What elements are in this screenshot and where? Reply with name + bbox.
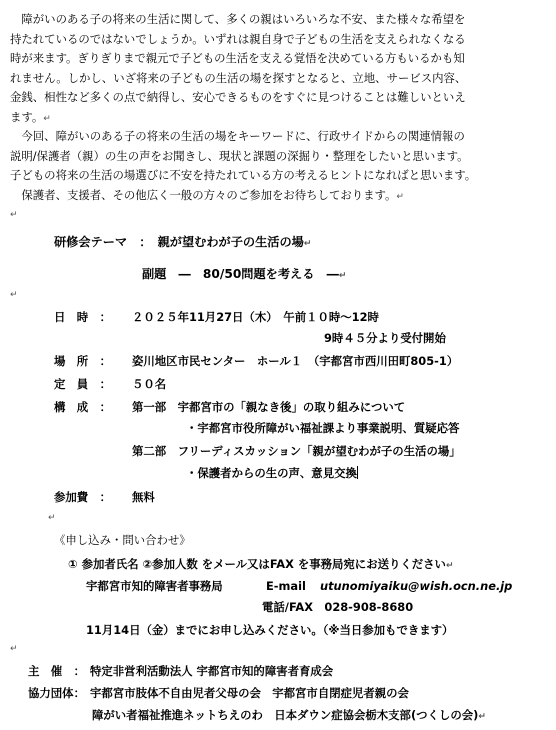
- intro-line: れません。しかし、いざ将来の子どもの生活の場を探すとなると、立地、サービス内容、: [10, 70, 467, 85]
- deadline-note: 11月14日（金）までにお申し込みください。（※当日参加もできます）: [86, 623, 454, 637]
- fee-value: 無料: [132, 490, 155, 504]
- intro-line: 今回、障がいのある子の将来の生活の場をキーワードに、行政サイドからの関連情報の: [10, 129, 465, 143]
- part-2-detail-text: ・保護者からの生の声、意見交換: [186, 466, 357, 480]
- paragraph-mark: ↵: [10, 290, 18, 300]
- email-address[interactable]: utunomiyaiku@wish.ocn.ne.jp: [320, 579, 513, 593]
- cooperation-line-1: 宇都宮市肢体不自由児者父母の会 宇都宮市自閉症児者親の会: [90, 686, 409, 700]
- contact-instruction: [68, 556, 453, 575]
- capacity-label: 定 員 ：: [54, 377, 111, 391]
- intro-line: 説明/保護者（親）の生の声をお聞きし、現状と課題の深掘り・整理をしたいと思います。: [10, 148, 469, 163]
- theme-title: 親が望むわが子の生活の場: [157, 235, 304, 249]
- paragraph-mark: ↵: [10, 644, 18, 654]
- instruction-text: ① 参加者氏名 ②参加人数 をメール又はFAX を事務局宛にお送りください: [68, 557, 446, 571]
- theme-subtitle: [142, 266, 346, 285]
- cooperation-line-2: [92, 707, 486, 726]
- intro-line: [10, 108, 466, 130]
- theme-line: [54, 234, 311, 253]
- paragraph-mark: ↵: [445, 561, 454, 571]
- place-value: 姿川地区市民センター ホール１ （宇都宮市西川田町805-1）: [132, 354, 459, 368]
- capacity-value: ５０名: [132, 377, 167, 391]
- email-label: E-mail: [266, 579, 306, 593]
- paragraph-mark: ↵: [338, 271, 347, 281]
- place-label: 場 所 ：: [54, 354, 111, 368]
- cooperation-label: 協力団体：: [28, 686, 85, 700]
- intro-line: 子どもの将来の生活の場選びに不安を持たれている方の考えるヒントになればと思います。: [10, 168, 477, 182]
- host-value: 特定非営利活動法人 宇都宮市知的障害者育成会: [90, 664, 334, 678]
- phone-fax: 電話/FAX 028-908-8680: [262, 600, 414, 614]
- host-label: 主 催 ：: [28, 664, 85, 678]
- intro-paragraph-2: [10, 127, 476, 207]
- text-cursor: [357, 466, 358, 479]
- program-part-2: 第二部 フリーディスカッション「親が望むわが子の生活の場」: [132, 444, 461, 458]
- paragraph-mark: ↵: [48, 513, 56, 523]
- date-label: 日 時 ：: [54, 310, 111, 324]
- date-value: ２０２５年11月27日（木） 午前１０時～12時: [132, 310, 379, 324]
- fee-label: 参加費 ：: [54, 490, 111, 504]
- reception-time: 9時４５分より受付開始: [324, 331, 446, 345]
- intro-line: 障がいのある子の将来の生活に関して、多くの親はいろいろな不安、また様々な希望を: [10, 12, 466, 26]
- paragraph-mark: ↵: [43, 113, 51, 124]
- intro-text: ます。: [10, 109, 44, 124]
- paragraph-mark: ↵: [478, 712, 486, 722]
- subtitle-text: 副題 ― 80/50問題を考える ―: [142, 267, 339, 281]
- paragraph-mark: ↵: [10, 210, 18, 220]
- structure-label: 構 成 ：: [54, 400, 111, 414]
- paragraph-mark: ↵: [396, 191, 404, 202]
- office-name: 宇都宮市知的障害者事務局: [86, 579, 223, 593]
- theme-label: 研修会テーマ ：: [54, 235, 158, 249]
- contact-heading: 《申し込み・問い合わせ》: [54, 533, 191, 547]
- intro-line: 持たれているのではないでしょうか。いずれは親自身で子どもの生活を支えられなくなる: [10, 31, 466, 46]
- intro-line: 金銭、相性など多くの点で納得し、安心できるものをすぐに見つけることは難しいといえ: [10, 90, 466, 104]
- program-part-1-detail: ・宇都宮市役所障がい福祉課より事業説明、質疑応答: [186, 421, 460, 435]
- intro-line: [10, 186, 476, 208]
- program-part-2-detail: [186, 465, 358, 482]
- cooperation-text: 障がい者福祉推進ネットちえのわ 日本ダウン症協会栃木支部(つくしの会): [92, 708, 479, 722]
- intro-line: 時が来ます。ぎりぎりまで親元で子どもの生活を支える覚悟を決めている方もいるかも知: [10, 51, 465, 65]
- paragraph-mark: ↵: [303, 239, 312, 249]
- intro-text: 保護者、支援者、その他広く一般の方々のご参加をお待ちしております。: [10, 187, 397, 202]
- intro-paragraph-1: [10, 10, 466, 129]
- program-part-1: 第一部 宇都宮市の「親なき後」の取り組みについて: [132, 400, 406, 414]
